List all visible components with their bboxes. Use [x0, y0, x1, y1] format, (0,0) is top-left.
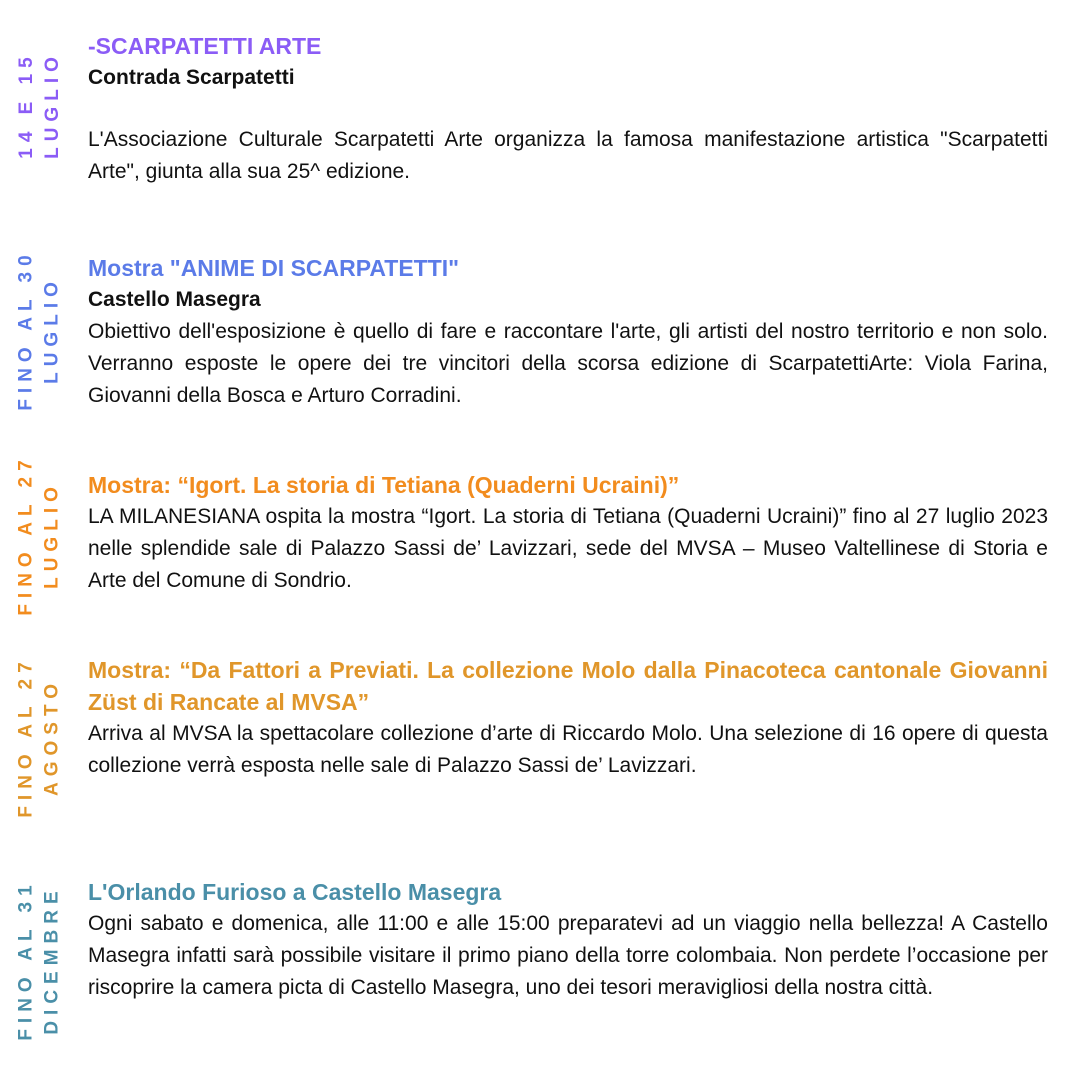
event-description: L'Associazione Culturale Scarpatetti Arte organizza la famosa manifestazione artistica "Scarpatetti Arte", giunta alla sua 25^ edizione.: [88, 128, 1048, 183]
event-description: Ogni sabato e domenica, alle 11:00 e alle 15:00 preparatevi ad un viaggio nella bellezza! A Castello Masegra infatti sarà possibile visitare il primo piano della torre colombaia. Non perdete l’occasione per riscoprire la camera picta di Castello Masegra, uno dei tesori meravigliosi della nostra città.: [88, 912, 1048, 999]
date-line-1: FINO AL 30: [16, 249, 38, 411]
event-4: [88, 654, 1048, 782]
event-date-2: [0, 245, 80, 415]
event-date-4: [0, 652, 80, 822]
event-date-3: [0, 450, 80, 620]
event-description: LA MILANESIANA ospita la mostra “Igort. La storia di Tetiana (Quaderni Ucraini)” fino al 27 luglio 2023 nelle splendide sale di Palazzo Sassi de’ Lavizzari, sede del MVSA – Museo Valtellinese di Storia e Arte del Comune di Sondrio.: [88, 505, 1048, 592]
event-description: Arriva al MVSA la spettacolare collezione d’arte di Riccardo Molo. Una selezione di 16 opere di questa collezione verrà esposta nelle sale di Palazzo Sassi de’ Lavizzari.: [88, 722, 1048, 777]
date-line-2: LUGLIO: [42, 481, 64, 589]
event-title: Mostra: “Da Fattori a Previati. La collezione Molo dalla Pinacoteca cantonale Giovanni Züst di Rancate al MVSA”: [88, 657, 1048, 715]
date-line-1: FINO AL 31: [16, 879, 38, 1041]
event-title: -SCARPATETTI ARTE: [88, 33, 322, 59]
event-title: Mostra: “Igort. La storia di Tetiana (Quaderni Ucraini)”: [88, 472, 680, 498]
date-line-2: DICEMBRE: [42, 885, 64, 1035]
event-description: Obiettivo dell'esposizione è quello di fare e raccontare l'arte, gli artisti del nostro territorio e non solo. Verranno esposte le opere dei tre vincitori della scorsa edizione di ScarpatettiArte: Viola Farina, Giovanni della Bosca e Arturo Corradini.: [88, 320, 1048, 407]
event-venue: Castello Masegra: [88, 288, 261, 311]
date-line-2: AGOSTO: [42, 678, 64, 797]
event-2: [88, 252, 1048, 412]
event-1: [88, 30, 1048, 188]
event-venue: Contrada Scarpatetti: [88, 66, 295, 89]
date-line-2: LUGLIO: [42, 276, 64, 384]
event-title: L'Orlando Furioso a Castello Masegra: [88, 879, 502, 905]
event-title: Mostra "ANIME DI SCARPATETTI": [88, 255, 460, 281]
event-date-5: [0, 870, 80, 1050]
event-date-1: [0, 30, 80, 180]
date-line-2: LUGLIO: [42, 51, 63, 159]
date-line-1: FINO AL 27: [16, 656, 38, 818]
date-line-1: 14 E 15: [16, 51, 37, 159]
event-3: [88, 469, 1048, 597]
event-5: [88, 876, 1048, 1004]
date-line-1: FINO AL 27: [16, 454, 38, 616]
